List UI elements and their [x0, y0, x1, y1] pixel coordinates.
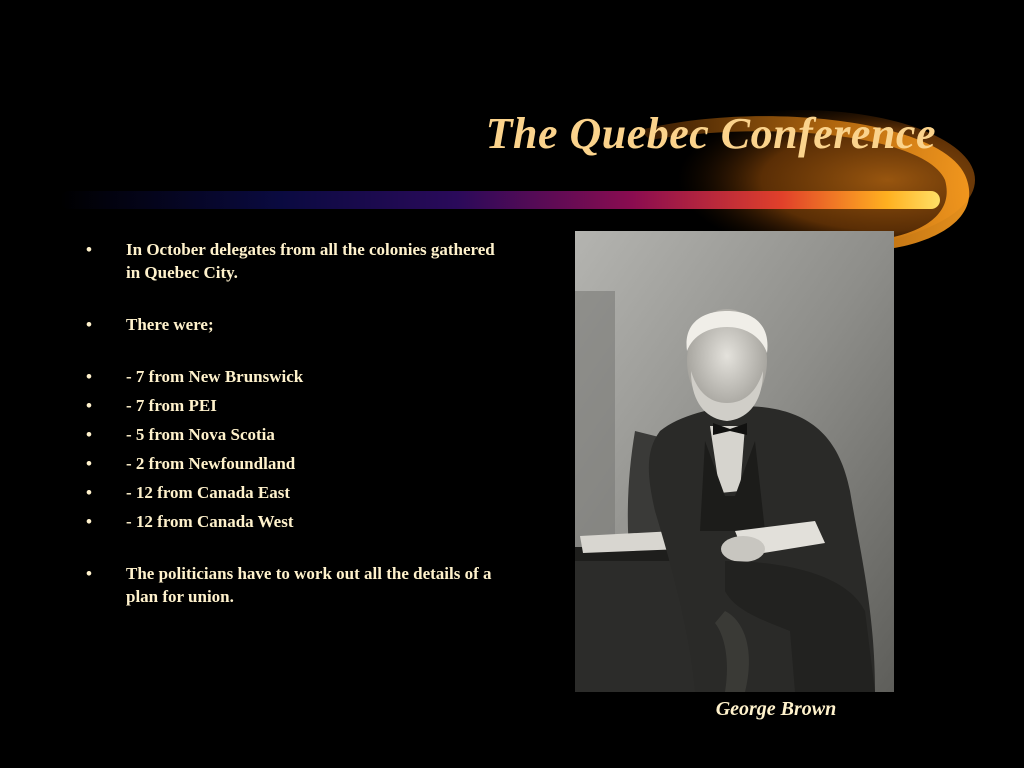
bullet-item: [86, 452, 506, 475]
slide-title: The Quebec Conference: [485, 109, 936, 158]
bullet-glyph: •: [86, 315, 92, 334]
bullet-item: [86, 238, 506, 284]
bullet-text: In October delegates from all the colonies gathered in Quebec City.: [126, 240, 495, 282]
portrait-illustration: [575, 231, 894, 692]
bullet-glyph: •: [86, 483, 92, 502]
bullet-item: [86, 423, 506, 446]
bullet-text: - 12 from Canada East: [126, 483, 291, 502]
bullet-glyph: •: [86, 564, 92, 583]
bullet-text: - 5 from Nova Scotia: [126, 425, 275, 444]
bullet-text: - 2 from Newfoundland: [126, 454, 296, 473]
bullet-item: [86, 481, 506, 504]
bullet-glyph: •: [86, 240, 92, 259]
bullet-item: [86, 313, 506, 336]
bullet-item: [86, 394, 506, 417]
bullet-list: [86, 238, 506, 608]
bullet-glyph: •: [86, 425, 92, 444]
bullet-item: [86, 365, 506, 388]
bullet-glyph: •: [86, 512, 92, 531]
photo-caption: George Brown: [715, 698, 837, 720]
bullet-text: There were;: [126, 315, 214, 334]
bullet-glyph: •: [86, 396, 92, 415]
bullet-glyph: •: [86, 367, 92, 386]
bullet-text: - 12 from Canada West: [126, 512, 294, 531]
bullet-item: [86, 510, 506, 533]
bullet-text: - 7 from PEI: [126, 396, 217, 415]
swoosh-bar: [60, 191, 940, 209]
bullet-text: The politicians have to work out all the details of a plan for union.: [126, 564, 492, 606]
bullet-item: [86, 562, 506, 608]
bullet-glyph: •: [86, 454, 92, 473]
bullet-text: - 7 from New Brunswick: [126, 367, 304, 386]
portrait-photo: [575, 231, 894, 692]
